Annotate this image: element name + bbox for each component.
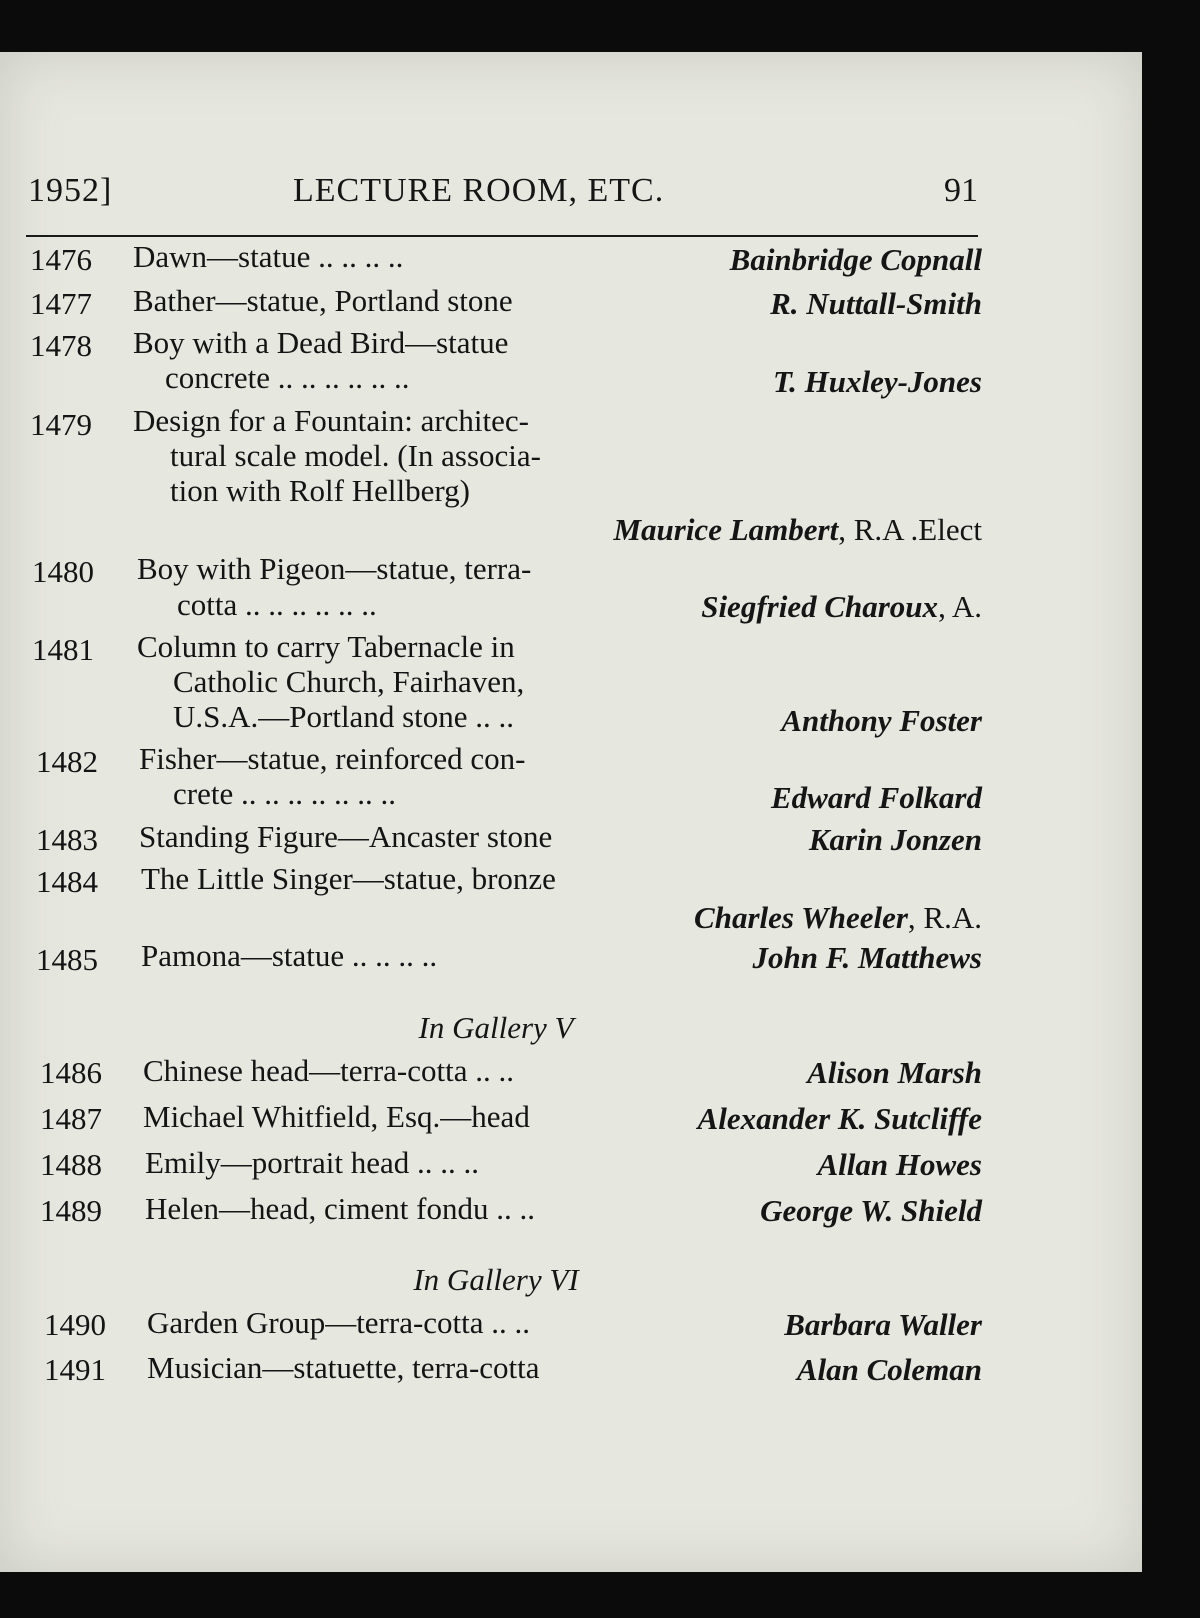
artist-suffix: , R.A .Elect (838, 512, 982, 547)
entry-title-cont: U.S.A.—Portland stone .. .. (173, 699, 514, 734)
entry-title: Michael Whitfield, Esq.—head (143, 1099, 530, 1134)
entry-artist (760, 1193, 982, 1229)
entry-number: 1478 (30, 328, 92, 363)
artist-name: Anthony Foster (781, 703, 982, 738)
entry-number: 1484 (36, 864, 98, 899)
artist-suffix: , R.A. (907, 900, 982, 935)
entry-title: The Little Singer—statue, bronze (141, 861, 556, 896)
entry-title: Helen—head, ciment fondu .. .. (145, 1191, 535, 1226)
artist-name: Bainbridge Copnall (729, 242, 982, 277)
entry-number: 1486 (40, 1055, 102, 1090)
entry-artist (773, 364, 982, 400)
artist-name: T. Huxley-Jones (773, 364, 982, 399)
entry-title-cont: tural scale model. (In associa- (170, 438, 541, 473)
entry-artist (613, 512, 982, 548)
artist-name: Alexander K. Sutcliffe (697, 1101, 982, 1136)
entry-number: 1479 (30, 407, 92, 442)
entry-title: Emily—portrait head .. .. .. (145, 1145, 480, 1180)
artist-name: Edward Folkard (770, 780, 982, 815)
entry-title: Dawn—statue .. .. .. .. (133, 239, 404, 274)
entry-title: Garden Group—terra-cotta .. .. (147, 1305, 531, 1340)
entry-number: 1490 (44, 1307, 106, 1342)
entry-title: Musician—statuette, terra-cotta (147, 1350, 540, 1385)
entry-title: Bather—statue, Portland stone (133, 283, 513, 318)
entry-artist (694, 900, 982, 936)
artist-name: Siegfried Charoux (701, 589, 939, 624)
entry-number: 1485 (36, 942, 98, 977)
entry-artist (807, 1055, 982, 1091)
header-title: LECTURE ROOM, ETC. (293, 172, 665, 209)
entry-title-cont: Catholic Church, Fairhaven, (173, 664, 525, 699)
entry-number: 1476 (30, 242, 92, 277)
entry-title-cont: tion with Rolf Hellberg) (170, 473, 470, 508)
entry-number: 1480 (32, 554, 94, 589)
header-year: 1952] (28, 172, 113, 209)
artist-name: Maurice Lambert (613, 512, 839, 547)
artist-name: Alison Marsh (807, 1055, 982, 1090)
entry-artist (698, 1101, 982, 1137)
artist-name: John F. Matthews (752, 940, 982, 975)
entry-title: Design for a Fountain: architec- (133, 403, 529, 438)
entry-number: 1488 (40, 1147, 102, 1182)
entry-title: Column to carry Tabernacle in (137, 629, 515, 664)
gallery-heading-v: In Gallery V (418, 1010, 574, 1045)
artist-name: Karin Jonzen (808, 822, 982, 857)
entry-artist (809, 822, 982, 858)
artist-name: Alan Coleman (796, 1352, 982, 1387)
entry-artist (730, 242, 982, 278)
artist-name: George W. Shield (760, 1193, 982, 1228)
entry-title: Boy with a Dead Bird—statue (133, 325, 509, 360)
entry-artist (701, 589, 982, 625)
page (0, 52, 1142, 1572)
entry-number: 1491 (44, 1352, 106, 1387)
entry-artist (784, 1307, 982, 1343)
catalogue-entries (0, 52, 1142, 1572)
entry-title: Chinese head—terra-cotta .. .. (143, 1053, 514, 1088)
entry-artist (797, 1352, 982, 1388)
entry-title-cont: cotta .. .. .. .. .. .. (177, 587, 377, 622)
entry-number: 1489 (40, 1193, 102, 1228)
entry-artist (771, 780, 982, 816)
entry-number: 1477 (30, 286, 92, 321)
entry-number: 1483 (36, 822, 98, 857)
entry-artist (817, 1147, 982, 1183)
entry-artist (753, 940, 982, 976)
artist-name: Barbara Waller (784, 1307, 982, 1342)
entry-artist (770, 286, 982, 322)
page-number: 91 (944, 172, 978, 209)
artist-name: Charles Wheeler (694, 900, 908, 935)
entry-number: 1482 (36, 744, 98, 779)
entry-title: Boy with Pigeon—statue, terra- (137, 551, 532, 586)
entry-artist (781, 703, 982, 739)
entry-title: Standing Figure—Ancaster stone (139, 819, 553, 854)
entry-title: Pamona—statue .. .. .. .. (141, 938, 438, 973)
entry-title-cont: concrete .. .. .. .. .. .. (165, 360, 410, 395)
entry-title-cont: crete .. .. .. .. .. .. .. (173, 776, 396, 811)
entry-number: 1481 (32, 632, 94, 667)
artist-name: Allan Howes (817, 1147, 982, 1182)
artist-name: R. Nuttall-Smith (770, 286, 982, 321)
gallery-heading-vi: In Gallery VI (413, 1262, 579, 1297)
entry-title: Fisher—statue, reinforced con- (139, 741, 526, 776)
artist-suffix: , A. (938, 589, 982, 624)
entry-number: 1487 (40, 1101, 102, 1136)
